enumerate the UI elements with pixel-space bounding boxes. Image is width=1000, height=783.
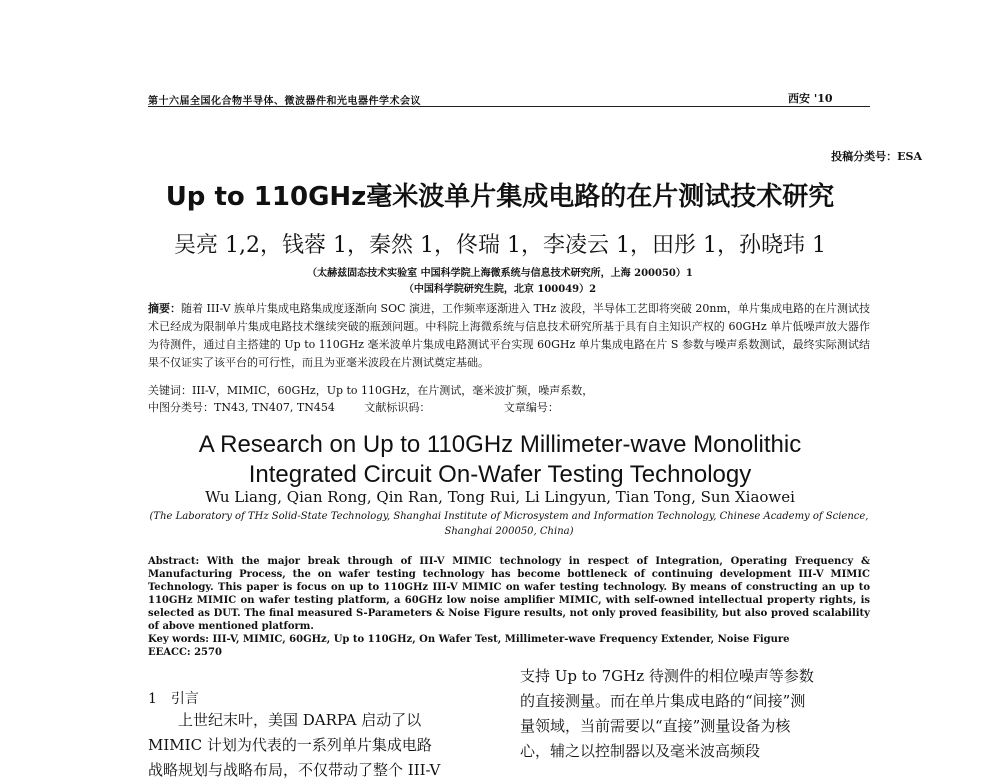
body-paragraph-line: MIMIC 计划为代表的一系列单片集成电路 — [148, 736, 432, 754]
chinese-keywords-block — [148, 382, 870, 416]
body-paragraph-line: 支持 Up to 7GHz 待测件的相位噪声等参数 — [520, 667, 814, 685]
body-right-column — [520, 664, 872, 764]
header-divider — [148, 106, 870, 107]
chinese-abstract — [148, 300, 870, 372]
english-title — [0, 430, 1000, 490]
english-abstract-block — [148, 555, 870, 659]
eeacc-code: EEACC: 2570 — [148, 647, 222, 658]
section-heading-introduction: 1 引言 — [148, 691, 199, 707]
clc-number: 中图分类号：TN43, TN407, TN454 — [148, 401, 335, 414]
body-paragraph-line: 战略规划与战略布局，不仅带动了整个 III-V — [148, 761, 441, 779]
english-affiliation: (The Laboratory of THz Solid-State Technology, Shanghai Institute of Microsystem and Information Technology, Chinese Academy of Science, Shanghai 200050, China) — [149, 511, 869, 537]
chinese-abstract-label: 摘要： — [148, 302, 182, 315]
document-code: 文献标识码： — [364, 401, 431, 414]
running-header-location: 西安 '10 — [788, 92, 833, 105]
english-abstract-text: With the major break through of III-V MIMIC technology in respect of Integration, Operating Frequency & Manufacturing Process, the on wafer testing technology has become bottleneck of continuing development III-V MIMIC Technology. This paper is focus on up to 110GHz III-V MIMIC on wafer testing technology. By means of constructing an up to 110GHz MIMIC on wafer testing platform, a 60GHz low noise amplifier MIMIC, with self-owned intellectual property rights, is selected as DUT. The final measured S-Parameters & Noise Figure results, not only proved feasibility, but also proved scalability of above mentioned platform. — [148, 556, 870, 632]
body-paragraph-line: 的直接测量。而在单片集成电路的“间接”测 — [520, 692, 806, 710]
body-left-column — [148, 708, 500, 783]
english-title-line-2: Integrated Circuit On-Wafer Testing Technology — [248, 461, 752, 488]
body-paragraph-line: 量领域，当前需要以“直接”测量设备为核 — [520, 717, 791, 735]
chinese-affiliation-2: （中国科学院研究生院，北京 100049）2 — [403, 284, 597, 295]
article-number: 文章编号： — [503, 401, 559, 414]
body-paragraph-line: 上世纪末叶，美国 DARPA 启动了以 — [178, 711, 422, 729]
english-abstract-label: Abstract: — [148, 556, 200, 567]
submission-class: 投稿分类号：ESA — [831, 150, 922, 163]
english-keywords: III-V, MIMIC, 60GHz, Up to 110GHz, On Wafer Test, Millimeter-wave Frequency Extender, Noise Figure — [212, 634, 790, 645]
body-paragraph-line: 心，辅之以控制器以及毫米波高频段 — [520, 742, 761, 760]
english-authors: Wu Liang, Qian Rong, Qin Ran, Tong Rui, Li Lingyun, Tian Tong, Sun Xiaowei — [205, 488, 795, 506]
chinese-keywords-label: 关键词： — [148, 384, 192, 397]
chinese-keywords: III-V，MIMIC，60GHz，Up to 110GHz，在片测试，毫米波扩频，噪声系数， — [192, 384, 594, 397]
chinese-authors: 吴亮 1,2，钱蓉 1，秦然 1，佟瑞 1，李凌云 1，田彤 1，孙晓玮 1 — [174, 233, 826, 258]
chinese-abstract-text: 随着 III-V 族单片集成电路集成度逐渐向 SOC 演进，工作频率逐渐进入 THz 波段，半导体工艺即将突破 20nm，单片集成电路的在片测试技术已经成为限制单片集成电路技术继续突破的瓶颈问题。中科院上海微系统与信息技术研究所基于具有自主知识产权的 60GHz 单片低噪声放大器作为待测件，通过自主搭建的 Up to 110GHz 毫米波单片集成电路测试平台实现 60GHz 单片集成电路在片 S 参数与噪声系数测试，最终实际测试结果不仅证实了该平台的可行性，而且为亚毫米波段在片测试奠定基础。 — [148, 302, 871, 369]
english-keywords-label: Key words: — [148, 634, 209, 645]
running-header-conference: 第十六届全国化合物半导体、微波器件和光电器件学术会议 — [148, 96, 421, 107]
english-title-line-1: A Research on Up to 110GHz Millimeter-wave Monolithic — [198, 431, 802, 458]
chinese-title: Up to 110GHz毫米波单片集成电路的在片测试技术研究 — [165, 182, 835, 212]
chinese-affiliation-1: （太赫兹固态技术实验室 中国科学院上海微系统与信息技术研究所，上海 200050）1 — [307, 268, 693, 279]
